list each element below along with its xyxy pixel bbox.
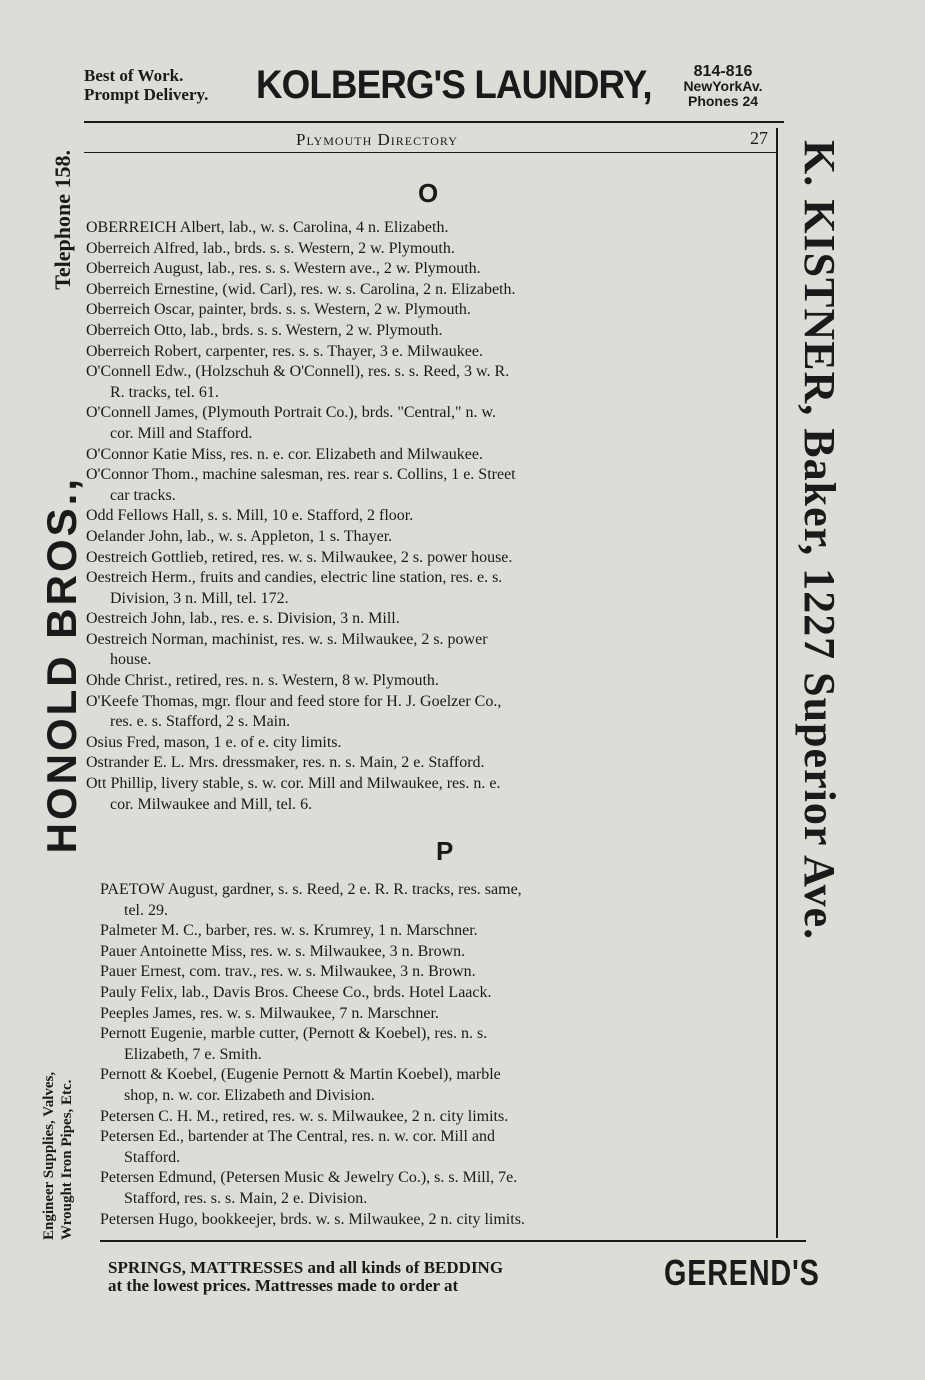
directory-entry-line: Oberreich Alfred, lab., brds. s. s. Western, 2 w. Plymouth. (86, 239, 455, 257)
top-ad-slogan (84, 66, 208, 104)
directory-entry-continuation: Stafford. (124, 1148, 181, 1166)
directory-entry-line: Oberreich Oscar, painter, brds. s. s. Western, 2 w. Plymouth. (86, 301, 471, 319)
directory-entry (86, 403, 786, 444)
top-ad-slogan-line1: Best of Work. (84, 66, 184, 85)
page-number: 27 (750, 128, 768, 148)
directory-entry-continuation: Stafford, res. s. s. Main, 2 e. Division. (124, 1189, 368, 1207)
directory-entry-line: Oberreich Robert, carpenter, res. s. s. Thayer, 3 e. Milwaukee. (86, 342, 483, 360)
directory-entry-line: Oestreich Gottlieb, retired, res. w. s. Milwaukee, 2 s. power house. (86, 548, 513, 566)
bottom-ad-line2: at the lowest prices. Mattresses made to order at (108, 1276, 459, 1295)
directory-entry (100, 1210, 790, 1231)
directory-entry (86, 527, 786, 548)
directory-entry (100, 942, 790, 963)
directory-entry-line: Odd Fellows Hall, s. s. Mill, 10 e. Stafford, 2 floor. (86, 507, 414, 525)
bottom-ad-brand: GEREND'S (664, 1252, 820, 1293)
left-side-advertisement (38, 150, 85, 1240)
directory-entry (100, 880, 790, 921)
directory-entry (86, 280, 786, 301)
directory-entry-line: Pernott & Koebel, (Eugenie Pernott & Martin Koebel), marble (100, 1066, 501, 1084)
directory-entry (100, 1168, 790, 1209)
running-head: Plymouth Directory (296, 130, 458, 149)
left-ad-telephone: Telephone 158. (50, 150, 75, 290)
directory-entry (86, 362, 786, 403)
directory-entry (86, 218, 786, 239)
top-ad-title: KOLBERG'S LAUNDRY, (256, 63, 652, 107)
directory-entry (86, 300, 786, 321)
directory-entry (86, 609, 786, 630)
directory-entry (86, 692, 786, 733)
directory-entry (86, 445, 786, 466)
top-ad-phone: Phones 24 (687, 93, 759, 109)
directory-entry (86, 671, 786, 692)
directory-entry-continuation: cor. Milwaukee and Mill, tel. 6. (110, 795, 313, 813)
section-p-entries (100, 880, 790, 1230)
right-ad-text: K. KISTNER, Baker, 1227 Superior Ave. (795, 140, 844, 941)
directory-entry-continuation: Elizabeth, 7 e. Smith. (124, 1045, 262, 1063)
directory-entry-line: O'Connell Edw., (Holzschuh & O'Connell), res. s. s. Reed, 3 w. R. (86, 363, 510, 381)
directory-entry-line: O'Keefe Thomas, mgr. flour and feed store for H. J. Goelzer Co., (86, 692, 502, 710)
directory-entry-line: O'Connor Thom., machine salesman, res. rear s. Collins, 1 e. Street (86, 466, 516, 484)
directory-entry-continuation: res. e. s. Stafford, 2 s. Main. (110, 713, 291, 731)
directory-entry (100, 983, 790, 1004)
directory-entry-line: Oberreich Otto, lab., brds. s. s. Western, 2 w. Plymouth. (86, 321, 443, 339)
directory-entry (86, 465, 786, 506)
directory-entry (86, 568, 786, 609)
directory-entry-line: Pernott Eugenie, marble cutter, (Pernott & Koebel), res. n. s. (100, 1025, 488, 1043)
directory-entry-line: Pauer Antoinette Miss, res. w. s. Milwaukee, 3 n. Brown. (100, 942, 466, 960)
directory-entry-line: OBERREICH Albert, lab., w. s. Carolina, 4 n. Elizabeth. (86, 219, 449, 236)
directory-entry-line: Pauer Ernest, com. trav., res. w. s. Milwaukee, 3 n. Brown. (100, 963, 476, 981)
left-ad-products-line2: Wrought Iron Pipes, Etc. (59, 1079, 75, 1240)
directory-entry (86, 774, 786, 815)
directory-entry-continuation: R. tracks, tel. 61. (110, 383, 219, 401)
top-ad-slogan-line2: Prompt Delivery. (84, 85, 209, 104)
directory-entry (86, 259, 786, 280)
header-rule (84, 152, 778, 153)
directory-entry-line: Oestreich Herm., fruits and candies, electric line station, res. e. s. (86, 569, 503, 587)
directory-entry-continuation: cor. Mill and Stafford. (110, 424, 253, 442)
directory-entry-continuation: Division, 3 n. Mill, tel. 172. (110, 589, 289, 607)
directory-entry-line: Oestreich John, lab., res. e. s. Division, 3 n. Mill. (86, 610, 400, 628)
directory-entry-line: Palmeter M. C., barber, res. w. s. Krumrey, 1 n. Marschner. (100, 922, 478, 940)
top-advertisement (84, 62, 784, 118)
directory-entry-line: Oberreich Ernestine, (wid. Carl), res. w. s. Carolina, 2 n. Elizabeth. (86, 280, 516, 298)
directory-entry-line: Petersen Hugo, bookkeejer, brds. w. s. Milwaukee, 2 n. city limits. (100, 1210, 525, 1228)
right-side-advertisement (788, 140, 848, 1230)
directory-entry-line: O'Connell James, (Plymouth Portrait Co.), brds. "Central," n. w. (86, 404, 496, 422)
directory-entry (100, 1024, 790, 1065)
directory-entry (86, 630, 786, 671)
directory-entry-continuation: shop, n. w. cor. Elizabeth and Division. (124, 1086, 375, 1104)
directory-entry-line: Oestreich Norman, machinist, res. w. s. Milwaukee, 2 s. power (86, 630, 488, 648)
directory-entry-line: Petersen Ed., bartender at The Central, res. n. w. cor. Mill and (100, 1128, 495, 1146)
left-ad-products-line1: Engineer Supplies, Valves, (41, 1071, 57, 1240)
directory-entry-line: Ostrander E. L. Mrs. dressmaker, res. n. s. Main, 2 e. Stafford. (86, 754, 485, 772)
directory-entry (86, 733, 786, 754)
directory-entry (100, 921, 790, 942)
directory-entry (86, 506, 786, 527)
bottom-advertisement (108, 1252, 820, 1304)
top-ad-address (668, 64, 778, 109)
directory-entry-continuation: house. (110, 651, 152, 669)
directory-entry-continuation: tel. 29. (124, 901, 168, 919)
directory-entry-line: Ohde Christ., retired, res. n. s. Western, 8 w. Plymouth. (86, 672, 439, 690)
directory-entry (86, 342, 786, 363)
directory-entry (86, 321, 786, 342)
directory-entry (86, 548, 786, 569)
directory-entry-line: O'Connor Katie Miss, res. n. e. cor. Elizabeth and Milwaukee. (86, 445, 484, 463)
top-rule (84, 121, 784, 123)
directory-entry-line: Oberreich August, lab., res. s. s. Western ave., 2 w. Plymouth. (86, 260, 481, 278)
section-letter-p: P (436, 836, 454, 866)
section-letter-o: O (418, 178, 439, 208)
directory-entry (100, 1065, 790, 1106)
left-ad-company: HONOLD BROS., (38, 476, 85, 854)
directory-entry (86, 753, 786, 774)
directory-entry (86, 239, 786, 260)
directory-entry-line: Peeples James, res. w. s. Milwaukee, 7 n. Marschner. (100, 1004, 439, 1022)
directory-entry (100, 1004, 790, 1025)
directory-entry (100, 962, 790, 983)
directory-entry (100, 1107, 790, 1128)
top-ad-address-number: 814-816 (693, 63, 753, 80)
bottom-rule (100, 1240, 806, 1242)
directory-entry-line: Petersen C. H. M., retired, res. w. s. Milwaukee, 2 n. city limits. (100, 1107, 509, 1125)
directory-entry-continuation: car tracks. (110, 486, 176, 504)
directory-entry-line: PAETOW August, gardner, s. s. Reed, 2 e. R. R. tracks, res. same, (100, 881, 522, 898)
top-ad-address-street: NewYorkAv. (683, 78, 763, 94)
directory-entry-line: Pauly Felix, lab., Davis Bros. Cheese Co., brds. Hotel Laack. (100, 983, 492, 1001)
directory-entry-line: Osius Fred, mason, 1 e. of e. city limits. (86, 733, 342, 751)
left-ad-products (40, 1072, 76, 1240)
bottom-ad-line1: SPRINGS, MATTRESSES and all kinds of BEDDING (108, 1258, 504, 1277)
section-o-entries (86, 218, 786, 815)
directory-entry-line: Petersen Edmund, (Petersen Music & Jewelry Co.), s. s. Mill, 7e. (100, 1169, 518, 1187)
directory-entry-line: Ott Phillip, livery stable, s. w. cor. Mill and Milwaukee, res. n. e. (86, 775, 501, 793)
directory-entry (100, 1127, 790, 1168)
directory-entry-line: Oelander John, lab., w. s. Appleton, 1 s. Thayer. (86, 527, 393, 545)
